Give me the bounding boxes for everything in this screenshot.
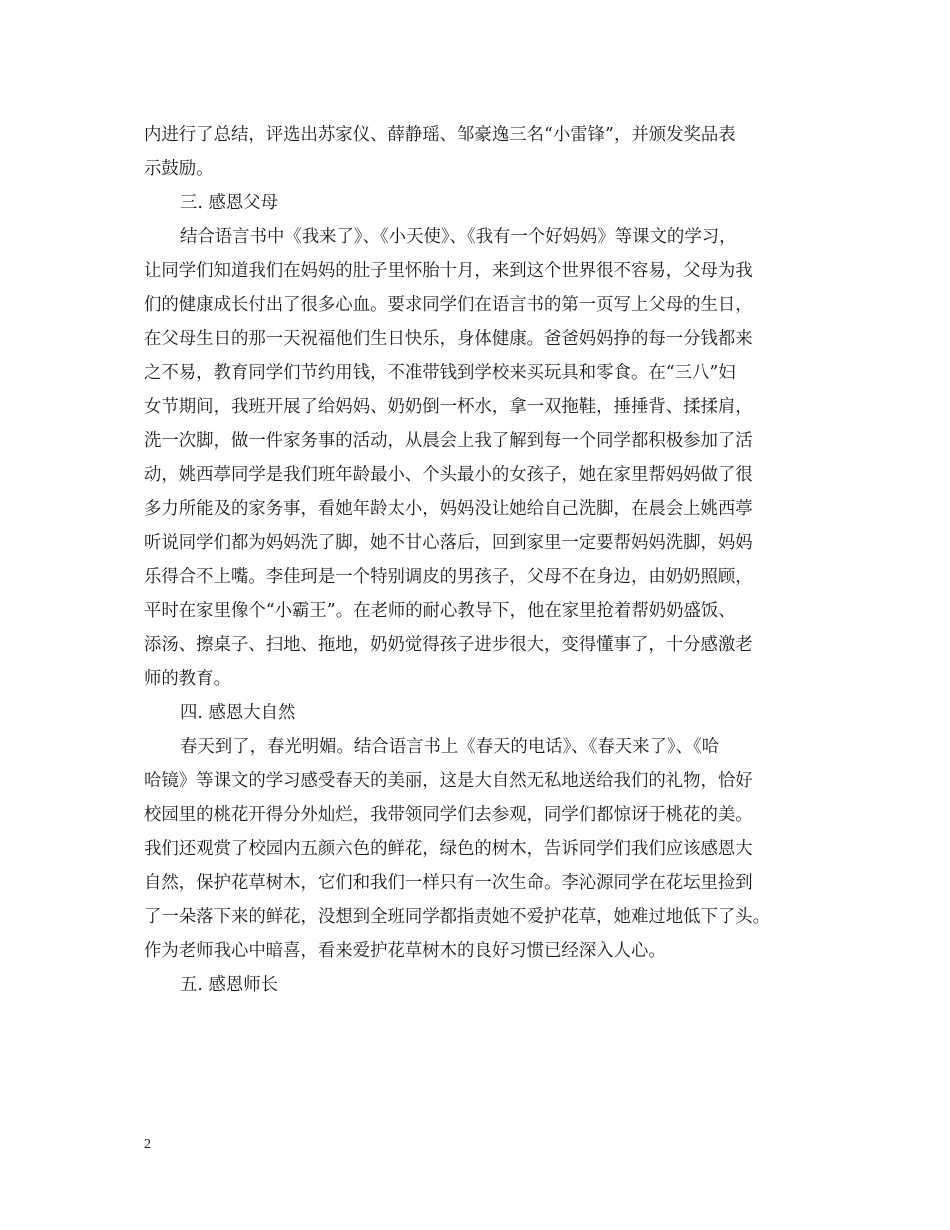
body-line: 洗一次脚，做一件家务事的活动，从晨会上我了解到每一个同学都积极参加了活 xyxy=(144,431,753,451)
page-number: 2 xyxy=(144,1137,151,1152)
paragraph-first-line: 结合语言书中《我来了》、《小天使》、《我有一个好妈妈》等课文的学习， xyxy=(180,227,737,247)
body-line: 自然，保护花草树木，它们和我们一样只有一次生命。李沁源同学在花坛里捡到 xyxy=(144,873,753,893)
body-line: 乐得合不上嘴。李佳珂是一个特别调皮的男孩子，父母不在身边，由奶奶照顾， xyxy=(144,567,753,587)
body-line: 在父母生日的那一天祝福他们生日快乐，身体健康。爸爸妈妈挣的每一分钱都来 xyxy=(144,329,753,349)
section-heading-parents: 三. 感恩父母 xyxy=(180,193,279,213)
body-line: 哈镜》等课文的学习感受春天的美丽，这是大自然无私地送给我们的礼物，恰好 xyxy=(144,771,753,791)
body-line: 校园里的桃花开得分外灿烂，我带领同学们去参观，同学们都惊讶于桃花的美。 xyxy=(144,805,753,825)
body-line: 作为老师我心中暗喜，看来爱护花草树木的良好习惯已经深入人心。 xyxy=(144,941,666,961)
body-line: 了一朵落下来的鲜花，没想到全班同学都指责她不爱护花草，她难过地低下了头。 xyxy=(144,907,771,927)
body-line: 女节期间，我班开展了给妈妈、奶奶倒一杯水，拿一双拖鞋，捶捶背、揉揉肩， xyxy=(144,397,753,417)
paragraph-first-line: 春天到了，春光明媚。结合语言书上《春天的电话》、《春天来了》、《哈 xyxy=(180,737,720,757)
body-line: 内进行了总结，评选出苏家仪、薛静瑶、邹豪逸三名“小雷锋”，并颁发奖品表 xyxy=(144,125,736,145)
body-line: 示鼓励。 xyxy=(144,159,214,179)
document-body xyxy=(144,118,814,1002)
section-heading-nature: 四. 感恩大自然 xyxy=(180,703,296,723)
body-line: 平时在家里像个“小霸王”。在老师的耐心教导下，他在家里抢着帮奶奶盛饭、 xyxy=(144,601,736,621)
body-line: 我们还观赏了校园内五颜六色的鲜花，绿色的树木，告诉同学们我们应该感恩大 xyxy=(144,839,753,859)
section-heading-teachers: 五. 感恩师长 xyxy=(180,975,279,995)
body-line: 师的教育。 xyxy=(144,669,231,689)
body-line: 添汤、擦桌子、扫地、拖地，奶奶觉得孩子进步很大，变得懂事了，十分感激老 xyxy=(144,635,753,655)
body-line: 们的健康成长付出了很多心血。要求同学们在语言书的第一页写上父母的生日， xyxy=(144,295,753,315)
body-line: 听说同学们都为妈妈洗了脚，她不甘心落后，回到家里一定要帮妈妈洗脚，妈妈 xyxy=(144,533,753,553)
body-line: 动，姚西葶同学是我们班年龄最小、个头最小的女孩子，她在家里帮妈妈做了很 xyxy=(144,465,753,485)
body-line: 之不易，教育同学们节约用钱，不准带钱到学校来买玩具和零食。在“三八”妇 xyxy=(144,363,736,383)
body-line: 让同学们知道我们在妈妈的肚子里怀胎十月，来到这个世界很不容易，父母为我 xyxy=(144,261,753,281)
body-line: 多力所能及的家务事，看她年龄太小，妈妈没让她给自己洗脚，在晨会上姚西葶 xyxy=(144,499,753,519)
